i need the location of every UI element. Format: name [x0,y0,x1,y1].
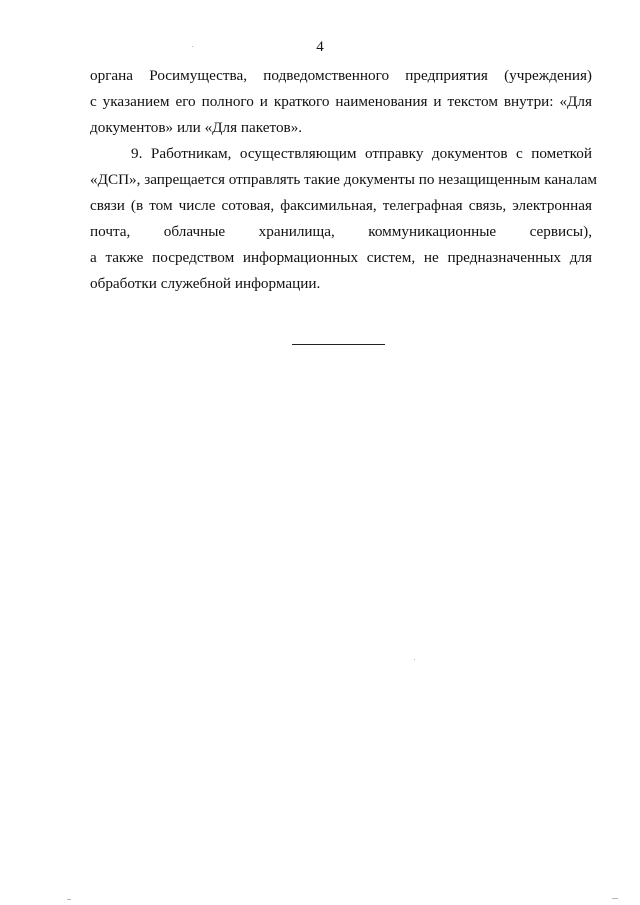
text-line-7: почта, облачные хранилища, коммуникационные сервисы), [90,223,592,240]
scan-speck [67,899,71,900]
text-line-6: связи (в том числе сотовая, факсимильная, телеграфная связь, электронная [90,197,592,214]
text-line-5: «ДСП», запрещается отправлять такие документы по незащищенным каналам [90,171,598,188]
text-line-8: а также посредством информационных систем, не предназначенных для [90,249,592,266]
text-line-2: с указанием его полного и краткого наименования и текстом внутри: «Для [90,93,592,110]
paragraph-9-first-line: 9. Работникам, осуществляющим отправку документов с пометкой [131,145,592,162]
text-line-9: обработки служебной информации. [90,275,321,292]
text-line-1: органа Росимущества, подведомственного предприятия (учреждения) [90,67,592,84]
text-line-3: документов» или «Для пакетов». [90,119,303,136]
document-end-separator [292,344,385,345]
scan-speck [192,46,193,47]
scan-speck [612,898,618,899]
page-number: 4 [316,39,324,55]
scan-speck [414,659,415,660]
